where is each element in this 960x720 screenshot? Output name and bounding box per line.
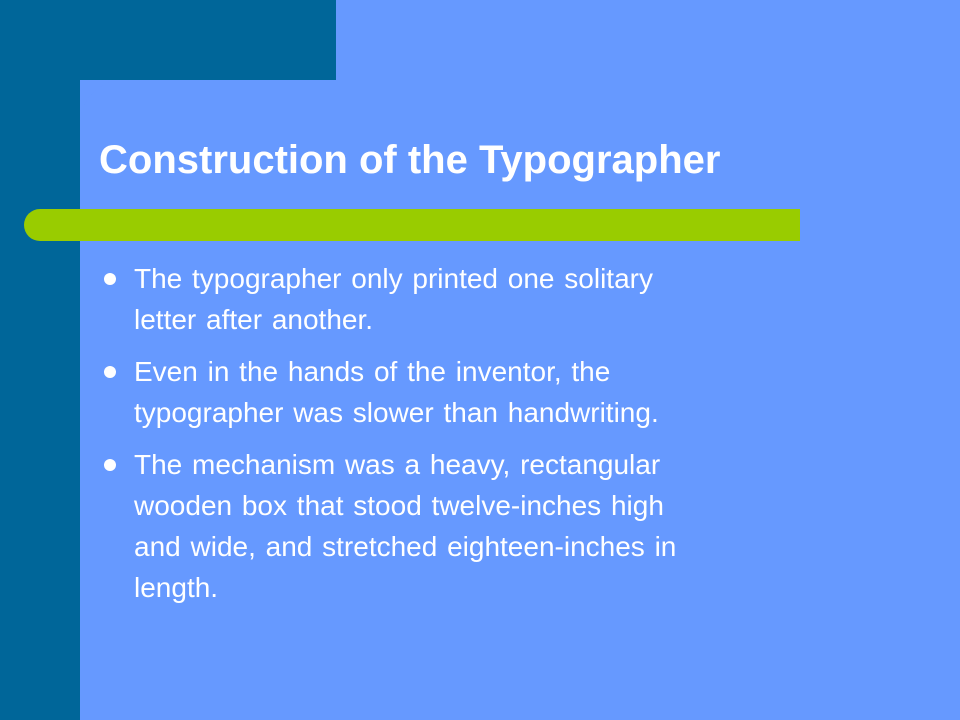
bullet-text: The mechanism was a heavy, rectangular wooden box that stood twelve-inches high and wide, and stretched eighteen-inches in length. — [134, 449, 677, 603]
bullet-dot-icon — [104, 273, 116, 285]
bullet-text: The typographer only printed one solitary letter after another. — [134, 263, 653, 335]
left-color-band — [0, 0, 80, 720]
bullet-dot-icon — [104, 366, 116, 378]
title-accent-bar — [24, 209, 800, 241]
bullet-text: Even in the hands of the inventor, the typographer was slower than handwriting. — [134, 356, 659, 428]
bullet-item — [100, 444, 860, 608]
bullet-item — [100, 351, 860, 433]
bullet-list — [100, 258, 860, 619]
bullet-dot-icon — [104, 459, 116, 471]
slide-title: Construction of the Typographer — [99, 138, 721, 182]
bullet-item — [100, 258, 860, 340]
